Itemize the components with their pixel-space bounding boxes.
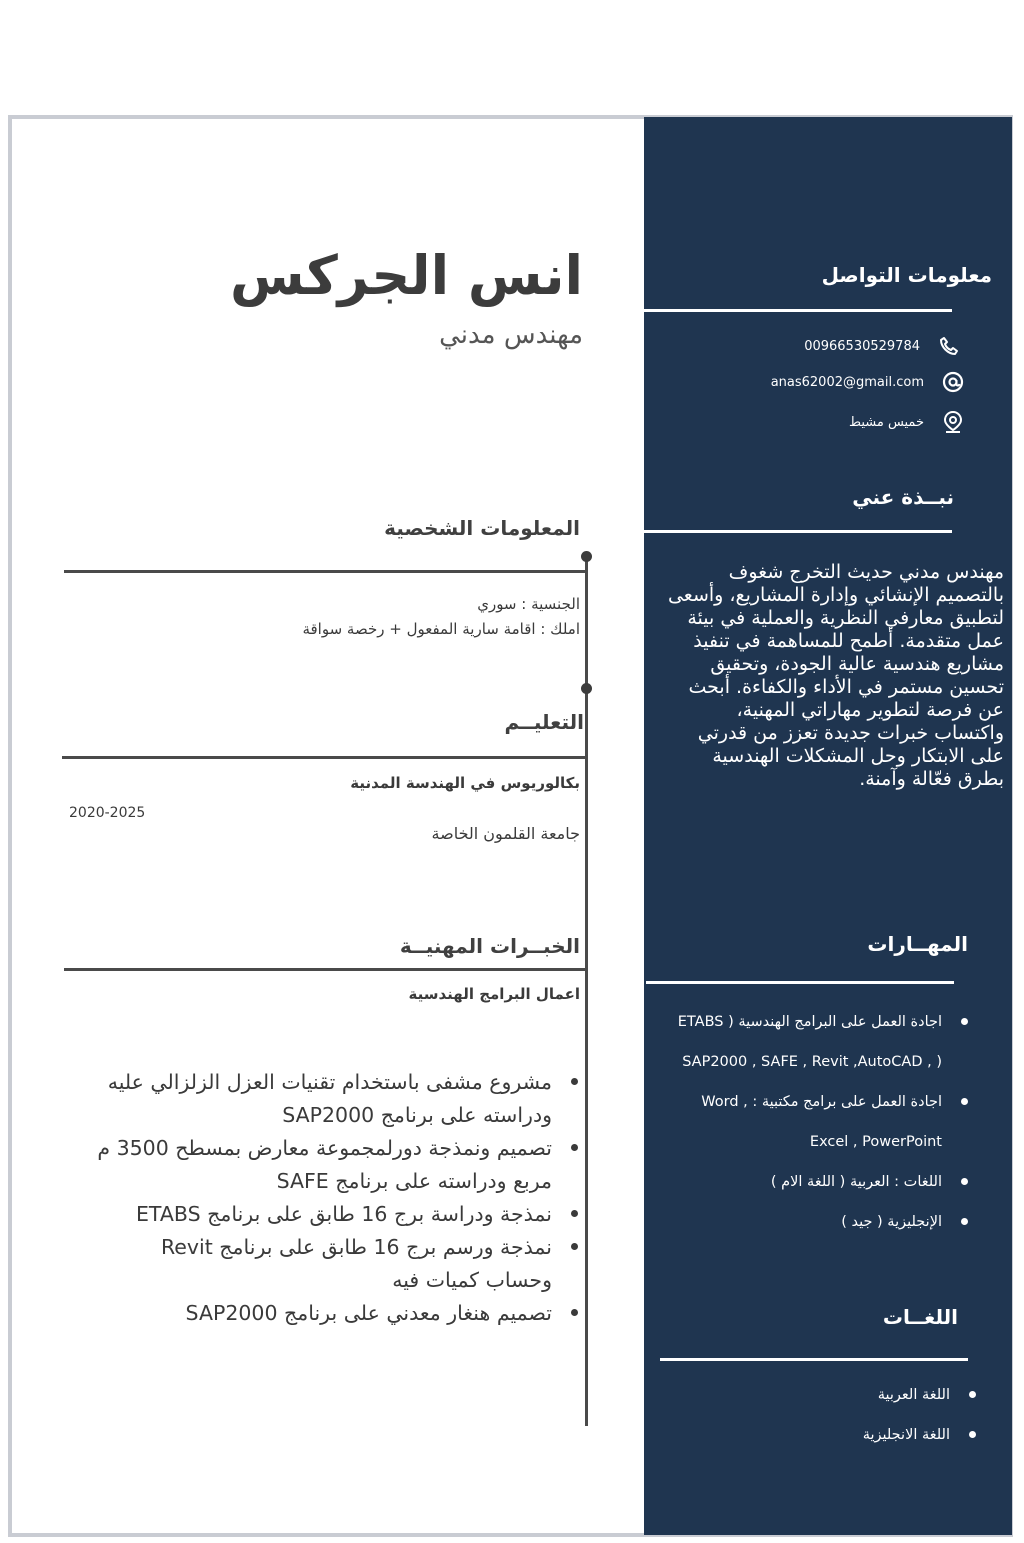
skill-item: ( , SAP2000 , SAFE , Revit ,AutoCAD xyxy=(682,1054,942,1070)
skills-divider xyxy=(646,981,954,984)
skill-item: اللغات : العربية ( اللغة الام ) xyxy=(678,1162,974,1202)
skills-list xyxy=(678,1002,974,1242)
location-text: خميس مشيط xyxy=(848,414,924,430)
language-item: اللغة العربية xyxy=(863,1375,982,1415)
email-address[interactable]: anas62002@gmail.com xyxy=(770,374,924,390)
about-divider xyxy=(644,530,952,533)
timeline-node xyxy=(581,551,592,562)
education-years: 2020-2025 xyxy=(69,805,146,821)
location-pin-icon xyxy=(942,411,964,433)
personal-divider xyxy=(64,570,588,573)
skill-item: Excel , PowerPoint xyxy=(809,1134,942,1150)
languages-heading: اللغــات xyxy=(882,1305,958,1329)
experience-item: مشروع مشفى باستخدام تقنيات العزل الزلزالي عليه ودراسته على برنامج SAP2000 xyxy=(90,1066,556,1132)
nationality: الجنسية : سوري xyxy=(477,595,580,613)
job-title: مهندس مدني xyxy=(439,320,583,350)
location-row xyxy=(849,411,964,433)
residency-license: املك : اقامة سارية المفعول + رخصة سواقة xyxy=(302,620,580,638)
skill-item: اجادة العمل على البرامج الهندسية ( ETABS xyxy=(678,1002,974,1042)
person-name: انس الجركس xyxy=(230,244,583,307)
about-text: مهندس مدني حديث التخرج شغوف بالتصميم الإنشائي وإدارة المشاريع، وأسعى لتطبيق معارفي النظرية والعملية في بيئة عمل متقدمة. أطمح للمساهمة في تنفيذ مشاريع هندسية عالية الجودة، وتحقيق تحسين مستمر في الأداء والكفاءة. أبحث عن فرصة لتطوير مهاراتي المهنية، واكتساب خبرات جديدة تعزز من قدرتي على الابتكار وحل المشكلات الهندسية بطرق فعّالة وآمنة. xyxy=(667,561,1004,790)
experience-item: تصميم ونمذجة دورلمجموعة معارض بمسطح 3500 م مربع ودراسته على برنامج SAFE xyxy=(90,1132,556,1198)
contact-heading: معلومات التواصل xyxy=(821,263,992,287)
at-icon xyxy=(942,371,964,393)
sidebar xyxy=(644,117,1012,1535)
skill-item: اجادة العمل على برامج مكتبية : , Word xyxy=(678,1082,974,1122)
personal-info-heading: المعلومات الشخصية xyxy=(384,516,580,540)
education-divider xyxy=(62,756,586,759)
experience-item: نمذجة ودراسة برج 16 طابق على برنامج ETABS xyxy=(90,1198,556,1231)
about-heading: نبــذة عني xyxy=(852,485,954,509)
email-row xyxy=(771,371,964,393)
experience-item: نمذجة ورسم برج 16 طابق على برنامج Revit وحساب كميات فيه xyxy=(90,1231,556,1297)
languages-divider xyxy=(660,1358,968,1361)
language-item: اللغة الانجليزية xyxy=(863,1415,982,1455)
experience-divider xyxy=(64,968,588,971)
university: جامعة القلمون الخاصة xyxy=(431,824,580,843)
contact-divider xyxy=(644,309,952,312)
experience-item: تصميم هنغار معدني على برنامج SAP2000 xyxy=(90,1297,556,1330)
phone-row xyxy=(804,335,960,357)
experience-list xyxy=(90,1066,556,1330)
phone-icon xyxy=(938,335,960,357)
phone-number[interactable]: 00966530529784 xyxy=(804,338,920,354)
experience-subheading: اعمال البرامج الهندسية xyxy=(408,985,580,1003)
skill-item: الإنجليزية ( جيد ) xyxy=(678,1202,974,1242)
experience-heading: الخبــرات المهنيــة xyxy=(399,934,580,958)
timeline-node xyxy=(581,683,592,694)
degree: بكالوريوس في الهندسة المدنية xyxy=(350,774,580,792)
education-heading: التعليــم xyxy=(504,710,584,734)
languages-list xyxy=(863,1375,982,1455)
skills-heading: المهــارات xyxy=(867,932,968,956)
